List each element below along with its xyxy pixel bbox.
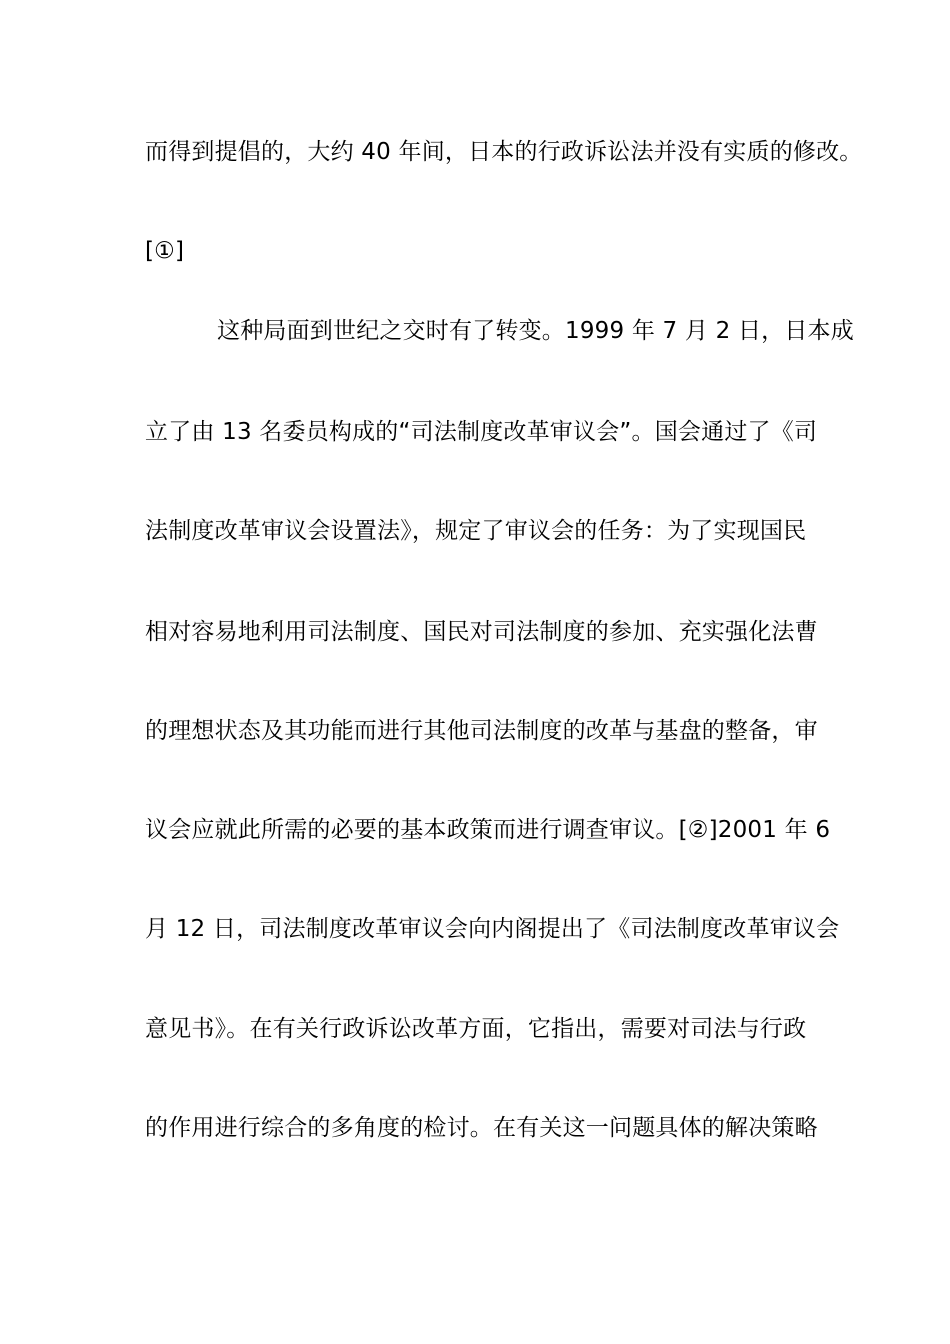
text-line: 意见书》。在有关行政诉讼改革方面，它指出，需要对司法与行政 [145,1016,807,1042]
text-line: 议会应就此所需的必要的基本政策而进行调查审议。[②]2001 年 6 [145,817,831,843]
paragraph-first-line: 这种局面到世纪之交时有了转变。1999 年 7 月 2 日，日本成 [217,318,854,344]
text-line: 相对容易地利用司法制度、国民对司法制度的参加、充实强化法曹 [145,619,818,645]
text-line: 的作用进行综合的多角度的检讨。在有关这一问题具体的解决策略 [145,1115,818,1141]
text-line: 法制度改革审议会设置法》，规定了审议会的任务：为了实现国民 [145,518,807,544]
footnote-ref-line: [①] [145,238,185,264]
text-line: 的理想状态及其功能而进行其他司法制度的改革与基盘的整备，审 [145,718,818,744]
text-line: 而得到提倡的，大约 40 年间，日本的行政诉讼法并没有实质的修改。 [145,139,863,165]
text-line: 月 12 日，司法制度改革审议会向内阁提出了《司法制度改革审议会 [145,916,840,942]
text-line: 立了由 13 名委员构成的“司法制度改革审议会”。国会通过了《司 [145,419,818,445]
